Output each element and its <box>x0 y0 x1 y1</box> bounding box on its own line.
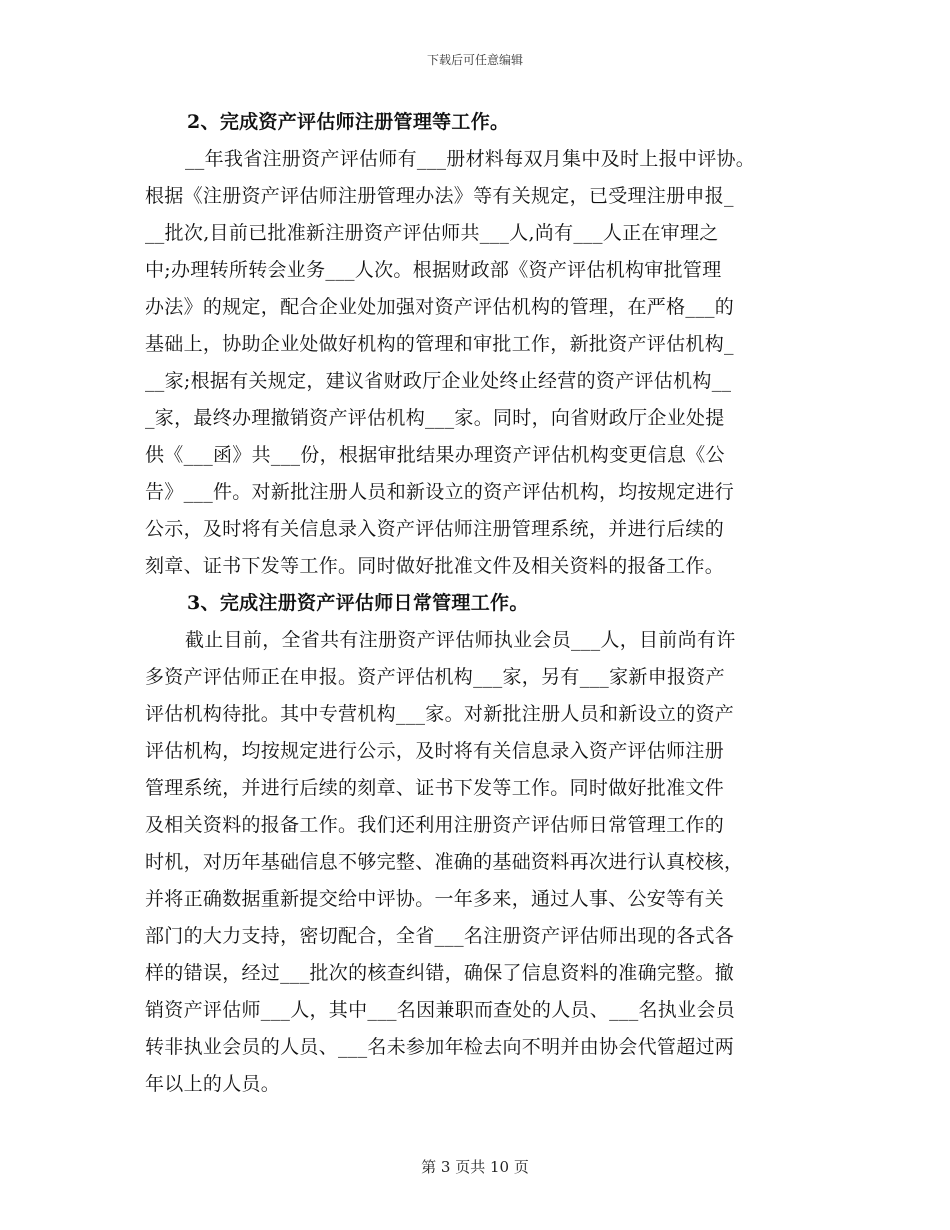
paragraph-line: __家;根据有关规定，建议省财政厅企业处终止经营的资产评估机构__ <box>145 370 732 392</box>
paragraph-line: 样的错误，经过___批次的核查纠错，确保了信息资料的准确完整。撤 <box>145 962 735 984</box>
paragraph-line: 根据《注册资产评估师注册管理办法》等有关规定，已受理注册申报_ <box>145 185 734 207</box>
paragraph-line: 时机，对历年基础信息不够完整、准确的基础资料再次进行认真校核， <box>145 851 744 873</box>
paragraph-line: 并将正确数据重新提交给中评协。一年多来，通过人事、公安等有关 <box>145 888 725 910</box>
paragraph-line: 截止目前，全省共有注册资产评估师执业会员___人，目前尚有许 <box>185 629 736 651</box>
paragraph-line: 公示，及时将有关信息录入资产评估师注册管理系统，并进行后续的 <box>145 518 725 540</box>
paragraph-line: 部门的大力支持，密切配合，全省___名注册资产评估师出现的各式各 <box>145 925 735 947</box>
document-body <box>145 104 805 1103</box>
paragraph-line: 管理系统，并进行后续的刻章、证书下发等工作。同时做好批准文件 <box>145 777 725 799</box>
paragraph-line: _家，最终办理撤销资产评估机构___家。同时，向省财政厅企业处提 <box>145 407 725 429</box>
paragraph-line: 评估机构待批。其中专营机构___家。对新批注册人员和新设立的资产 <box>145 703 735 725</box>
section-heading-2: 2、完成资产评估师注册管理等工作。 <box>187 111 510 133</box>
paragraph-line: 供《___函》共___份，根据审批结果办理资产评估机构变更信息《公 <box>145 444 725 466</box>
paragraph-line: 基础上，协助企业处做好机构的管理和审批工作，新批资产评估机构_ <box>145 333 734 355</box>
paragraph-line: 中;办理转所转会业务___人次。根据财政部《资产评估机构审批管理 <box>145 259 722 281</box>
paragraph-line: 多资产评估师正在申报。资产评估机构___家，另有___家新申报资产 <box>145 666 725 688</box>
page-header-note: 下载后可任意编辑 <box>426 53 523 67</box>
paragraph-line: 年以上的人员。 <box>145 1073 281 1095</box>
paragraph-line: 刻章、证书下发等工作。同时做好批准文件及相关资料的报备工作。 <box>145 555 725 577</box>
paragraph-line: 转非执业会员的人员、___名未参加年检去向不明并由协会代管超过两 <box>145 1036 735 1058</box>
paragraph-line: 办法》的规定，配合企业处加强对资产评估机构的管理，在严格___的 <box>145 296 735 318</box>
paragraph-line: 销资产评估师___人，其中___名因兼职而查处的人员、___名执业会员 <box>145 999 736 1021</box>
paragraph-line: 及相关资料的报备工作。我们还利用注册资产评估师日常管理工作的 <box>145 814 725 836</box>
section-heading-3: 3、完成注册资产评估师日常管理工作。 <box>187 592 529 614</box>
paragraph-line: __年我省注册资产评估师有___册材料每双月集中及时上报中评协。 <box>185 148 756 170</box>
paragraph-line: 评估机构，均按规定进行公示，及时将有关信息录入资产评估师注册 <box>145 740 725 762</box>
paragraph-line: 告》___件。对新批注册人员和新设立的资产评估机构，均按规定进行 <box>145 481 735 503</box>
page-number-footer: 第 3 页共 10 页 <box>421 1158 529 1176</box>
paragraph-line: __批次,目前已批准新注册资产评估师共___人,尚有___人正在审理之 <box>145 222 719 244</box>
